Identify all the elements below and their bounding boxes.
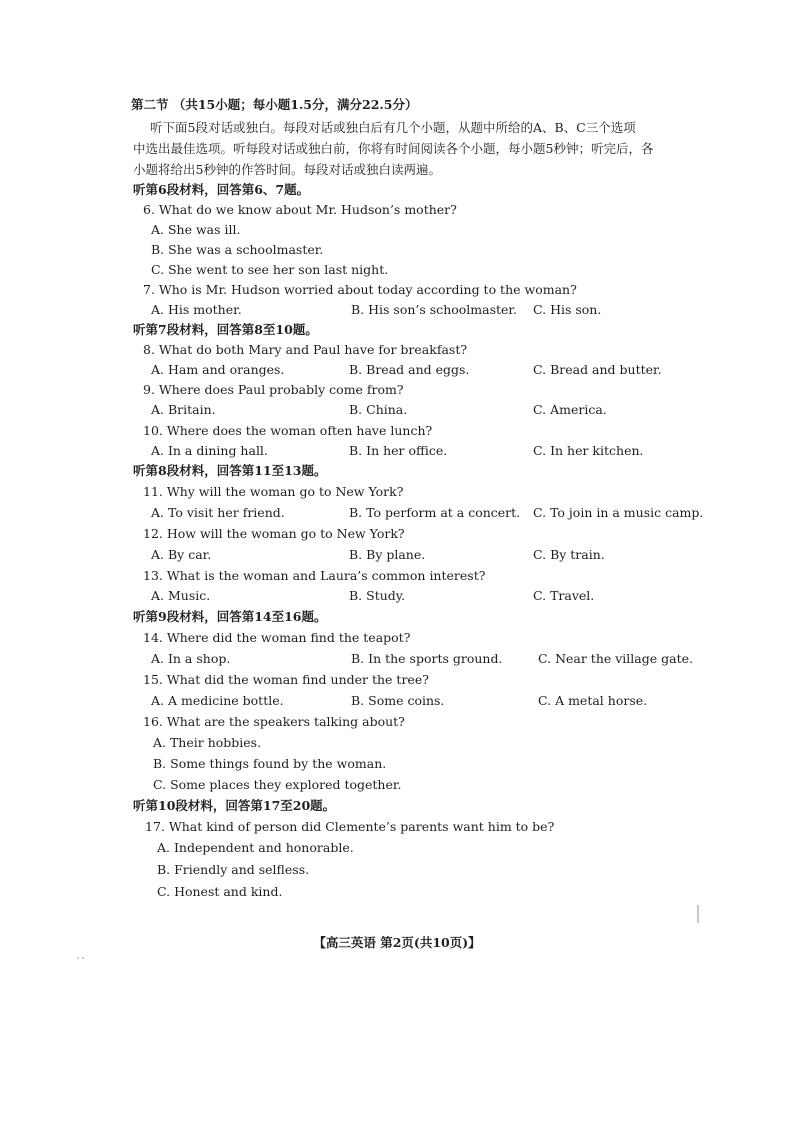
question-stem: 17. What kind of person did Clemente’s parents want him to be?	[145, 819, 555, 834]
option-a: A. Their hobbies.	[153, 735, 262, 750]
option-c: C. Near the village gate.	[538, 651, 693, 666]
option-a: A. Britain.	[151, 402, 216, 417]
option-c: C. Honest and kind.	[157, 884, 283, 899]
option-a: A. A medicine bottle.	[151, 693, 284, 708]
scan-mark	[77, 957, 79, 959]
question-stem: 15. What did the woman find under the tree?	[143, 672, 429, 687]
question-stem: 10. Where does the woman often have lunch?	[143, 423, 433, 438]
option-a: A. In a shop.	[151, 651, 231, 666]
option-c: C. In her kitchen.	[533, 443, 644, 458]
question-stem: 7. Who is Mr. Hudson worried about today according to the woman?	[143, 282, 577, 297]
option-b: B. To perform at a concert.	[349, 505, 521, 520]
option-a: A. To visit her friend.	[151, 505, 285, 520]
option-a: A. In a dining hall.	[151, 443, 268, 458]
option-b: B. In the sports ground.	[351, 651, 503, 666]
option-a: A. His mother.	[151, 302, 242, 317]
option-b: B. By plane.	[349, 547, 426, 562]
option-c: C. To join in a music camp.	[533, 505, 704, 520]
intro-line-3: 小题将给出5秒钟的作答时间。每段对话或独白读两遍。	[133, 162, 441, 177]
question-stem: 9. Where does Paul probably come from?	[143, 382, 404, 397]
scan-mark	[82, 957, 84, 959]
question-stem: 12. How will the woman go to New York?	[143, 526, 405, 541]
option-b: B. Friendly and selfless.	[157, 862, 310, 877]
page-footer: 【高三英语 第2页(共10页)】	[313, 935, 481, 950]
option-c: C. By train.	[533, 547, 605, 562]
option-a: A. Ham and oranges.	[151, 362, 285, 377]
question-stem: 13. What is the woman and Laura’s common interest?	[143, 568, 486, 583]
question-stem: 16. What are the speakers talking about?	[143, 714, 405, 729]
option-b: B. China.	[349, 402, 408, 417]
option-c: C. She went to see her son last night.	[151, 262, 389, 277]
option-b: B. His son’s schoolmaster.	[351, 302, 518, 317]
option-a: A. Independent and honorable.	[157, 840, 354, 855]
option-c: C. Bread and butter.	[533, 362, 662, 377]
option-b: B. Some things found by the woman.	[153, 756, 387, 771]
group-instruction: 听第9段材料，回答第14至16题。	[133, 609, 327, 624]
option-a: A. She was ill.	[151, 222, 241, 237]
option-c: C. A metal horse.	[538, 693, 648, 708]
option-a: A. Music.	[151, 588, 211, 603]
question-stem: 11. Why will the woman go to New York?	[143, 484, 404, 499]
group-instruction: 听第10段材料，回答第17至20题。	[133, 798, 336, 813]
question-stem: 6. What do we know about Mr. Hudson’s mother?	[143, 202, 457, 217]
option-b: B. Bread and eggs.	[349, 362, 470, 377]
question-stem: 14. Where did the woman find the teapot?	[143, 630, 411, 645]
intro-line-2: 中选出最佳选项。听每段对话或独白前，你将有时间阅读各个小题，每小题5秒钟；听完后，各	[133, 141, 654, 156]
option-b: B. Some coins.	[351, 693, 445, 708]
group-instruction: 听第8段材料，回答第11至13题。	[133, 463, 327, 478]
group-instruction: 听第7段材料，回答第8至10题。	[133, 322, 318, 337]
option-b: B. She was a schoolmaster.	[151, 242, 324, 257]
group-instruction: 听第6段材料，回答第6、7题。	[133, 182, 310, 197]
section-heading: 第二节 （共15小题；每小题1.5分，满分22.5分）	[131, 97, 418, 112]
option-c: C. His son.	[533, 302, 602, 317]
intro-line-1: 听下面5段对话或独白。每段对话或独白后有几个小题，从题中所给的A、B、C三个选项	[150, 120, 636, 135]
scan-mark	[697, 905, 699, 923]
question-stem: 8. What do both Mary and Paul have for breakfast?	[143, 342, 468, 357]
option-c: C. America.	[533, 402, 607, 417]
option-c: C. Some places they explored together.	[153, 777, 402, 792]
option-b: B. Study.	[349, 588, 406, 603]
option-c: C. Travel.	[533, 588, 595, 603]
option-b: B. In her office.	[349, 443, 448, 458]
option-a: A. By car.	[151, 547, 212, 562]
